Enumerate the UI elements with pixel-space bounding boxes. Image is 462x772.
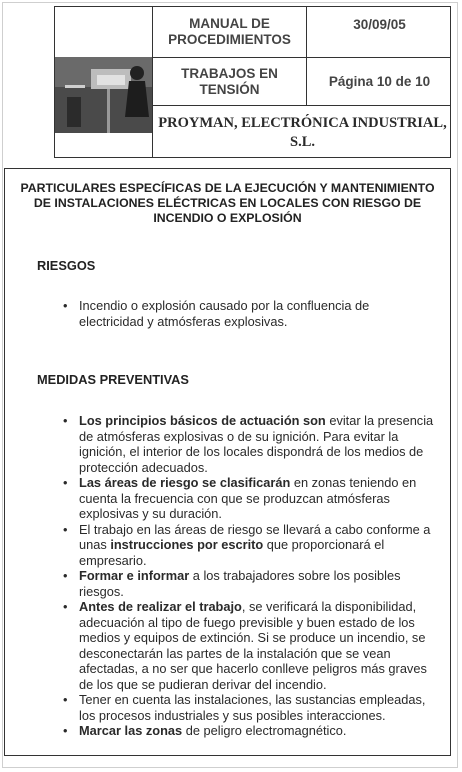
company-name: PROYMAN, ELECTRÓNICA INDUSTRIAL, S.L. bbox=[158, 114, 447, 150]
list-item bbox=[57, 413, 437, 475]
list-item bbox=[57, 475, 437, 522]
page-number: Página 10 de 10 bbox=[328, 74, 431, 89]
medidas-list bbox=[57, 413, 437, 739]
content-box bbox=[4, 168, 451, 756]
medidas-heading: MEDIDAS PREVENTIVAS bbox=[37, 372, 189, 387]
item-text: Tener en cuenta las instalaciones, las sustancias empleadas, los procesos industriales y sus posibles interacciones. bbox=[79, 692, 426, 723]
item-text: en zonas teniendo en cuenta la frecuencia con que se produzcan atmósferas explosivas y su duración. bbox=[79, 475, 417, 521]
list-item bbox=[57, 723, 437, 739]
section-title: TRABAJOS EN TENSIÓN bbox=[181, 65, 278, 97]
item-text: de peligro electromagnético. bbox=[182, 723, 347, 738]
list-item bbox=[57, 692, 437, 723]
list-item bbox=[57, 568, 437, 599]
document-date: 30/09/05 bbox=[353, 17, 406, 32]
item-bold: Formar e informar bbox=[79, 568, 190, 583]
item-text: a los trabajadores sobre los posibles riesgos. bbox=[79, 568, 401, 599]
item-text: El trabajo en las áreas de riesgo se llevará a cabo conforme a unas bbox=[79, 521, 431, 552]
list-item bbox=[57, 599, 437, 692]
item-text: , se verificará la disponibilidad, adecuación al tipo de fuego previsible y buen estado de los medios y equipos de extinción. Si se produce un incendio, se desconectarán las partes de la instalación que se vean afectadas, a no ser que hacerlo conlleve peligros más graves de los que se pudieran derivar del incendio. bbox=[79, 599, 427, 692]
manual-title: MANUAL DE PROCEDIMIENTOS bbox=[168, 16, 291, 47]
item-bold: Las áreas de riesgo se clasificarán bbox=[79, 475, 291, 490]
riesgos-list bbox=[57, 298, 427, 329]
item-text: que proporcionará el empresario. bbox=[79, 537, 385, 568]
document-title: PARTICULARES ESPECÍFICAS DE LA EJECUCIÓN Y MANTENIMIENTO DE INSTALACIONES ELÉCTRICAS EN LOCALES CON RIESGO DE INCENDIO O EXPLOSIÓN bbox=[20, 181, 435, 225]
item-bold: instrucciones por escrito bbox=[110, 537, 264, 552]
item-bold: Marcar las zonas bbox=[79, 723, 183, 738]
header-table bbox=[54, 6, 451, 158]
item-text: evitar la presencia de atmósferas explosivas o de su ignición. Para evitar la ignición, el interior de los locales dispondrá de los medios de protección adecuados. bbox=[79, 413, 434, 475]
lineworker-photo bbox=[55, 57, 152, 133]
list-item: • Incendio o explosión causado por la confluencia de electricidad y atmósferas explosivas. bbox=[57, 298, 427, 329]
item-bold: Los principios básicos de actuación son bbox=[79, 413, 326, 428]
riesgos-heading: RIESGOS bbox=[37, 258, 96, 273]
item-bold: Antes de realizar el trabajo bbox=[79, 599, 242, 614]
list-item bbox=[57, 522, 437, 569]
